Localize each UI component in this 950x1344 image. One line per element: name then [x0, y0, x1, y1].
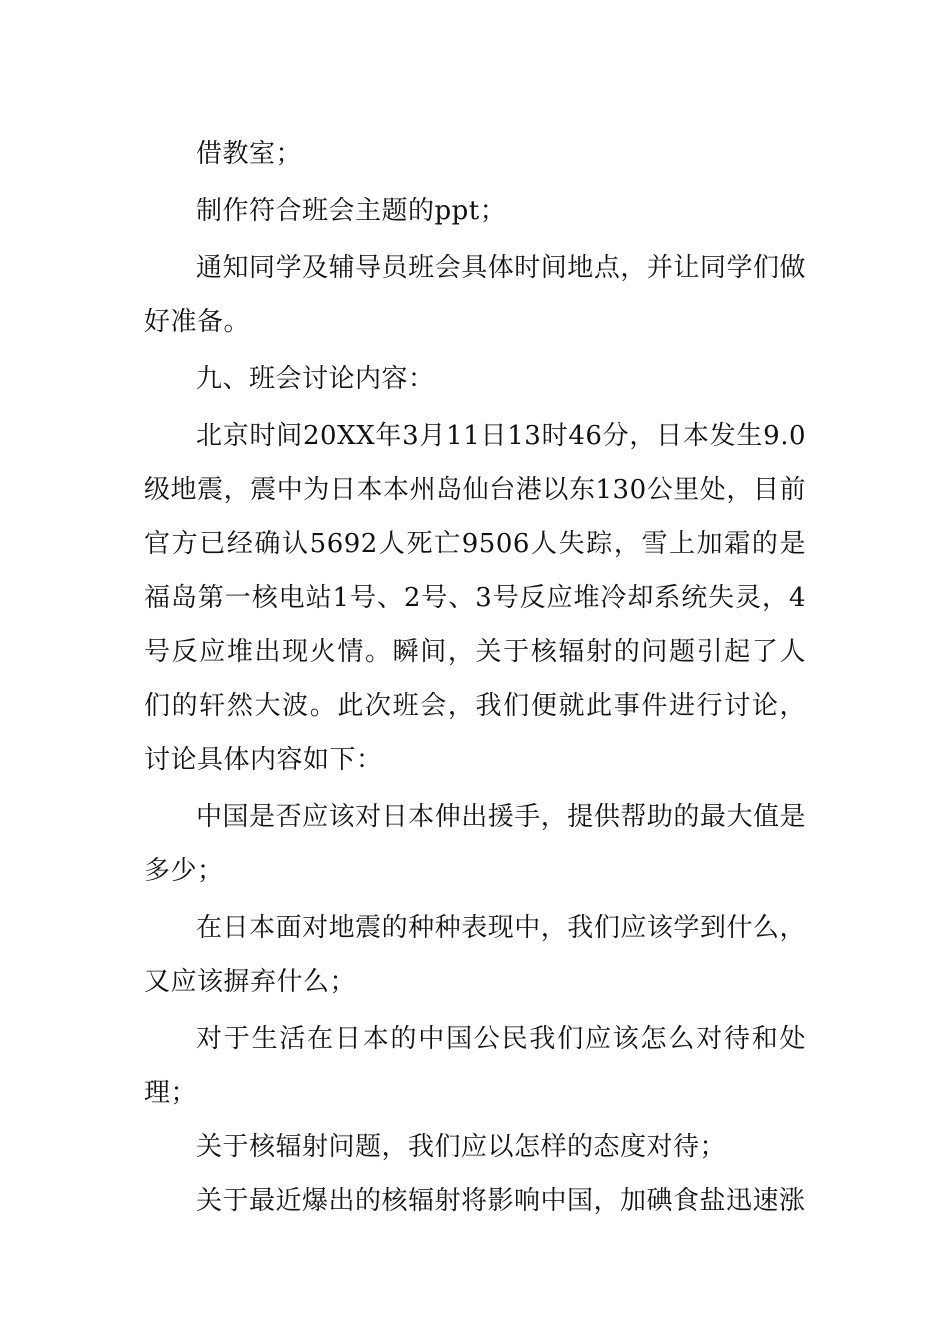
discussion-item-aid: 中国是否应该对日本伸出援手，提供帮助的最大值是多少； [144, 802, 806, 886]
paragraph-notify-classmates: 通知同学及辅导员班会具体时间地点，并让同学们做好准备。 [144, 253, 806, 337]
paragraph-borrow-classroom: 借教室； [196, 139, 303, 169]
document-body [144, 127, 806, 1228]
discussion-item-citizens: 对于生活在日本的中国公民我们应该怎么对待和处理； [144, 1024, 806, 1108]
section-heading-discussion: 九、班会讨论内容： [196, 364, 435, 394]
paragraph-make-ppt: 制作符合班会主题的ppt； [196, 196, 507, 226]
discussion-item-iodized-salt: 关于最近爆出的核辐射将影响中国，加碘食盐迅速涨 [196, 1186, 806, 1216]
discussion-item-learn: 在日本面对地震的种种表现中，我们应该学到什么，又应该摒弃什么； [144, 913, 806, 997]
paragraph-earthquake-background: 北京时间20XX年3月11日13时46分，日本发生9.0级地震，震中为日本本州岛仙台港以东130公里处，目前官方已经确认5692人死亡9506人失踪，雪上加霜的是福岛第一核电站1号、2号、3号反应堆冷却系统失灵，4号反应堆出现火情。瞬间，关于核辐射的问题引起了人们的轩然大波。此次班会，我们便就此事件进行讨论，讨论具体内容如下： [144, 421, 806, 775]
discussion-item-radiation-attitude: 关于核辐射问题，我们应以怎样的态度对待； [196, 1132, 727, 1162]
